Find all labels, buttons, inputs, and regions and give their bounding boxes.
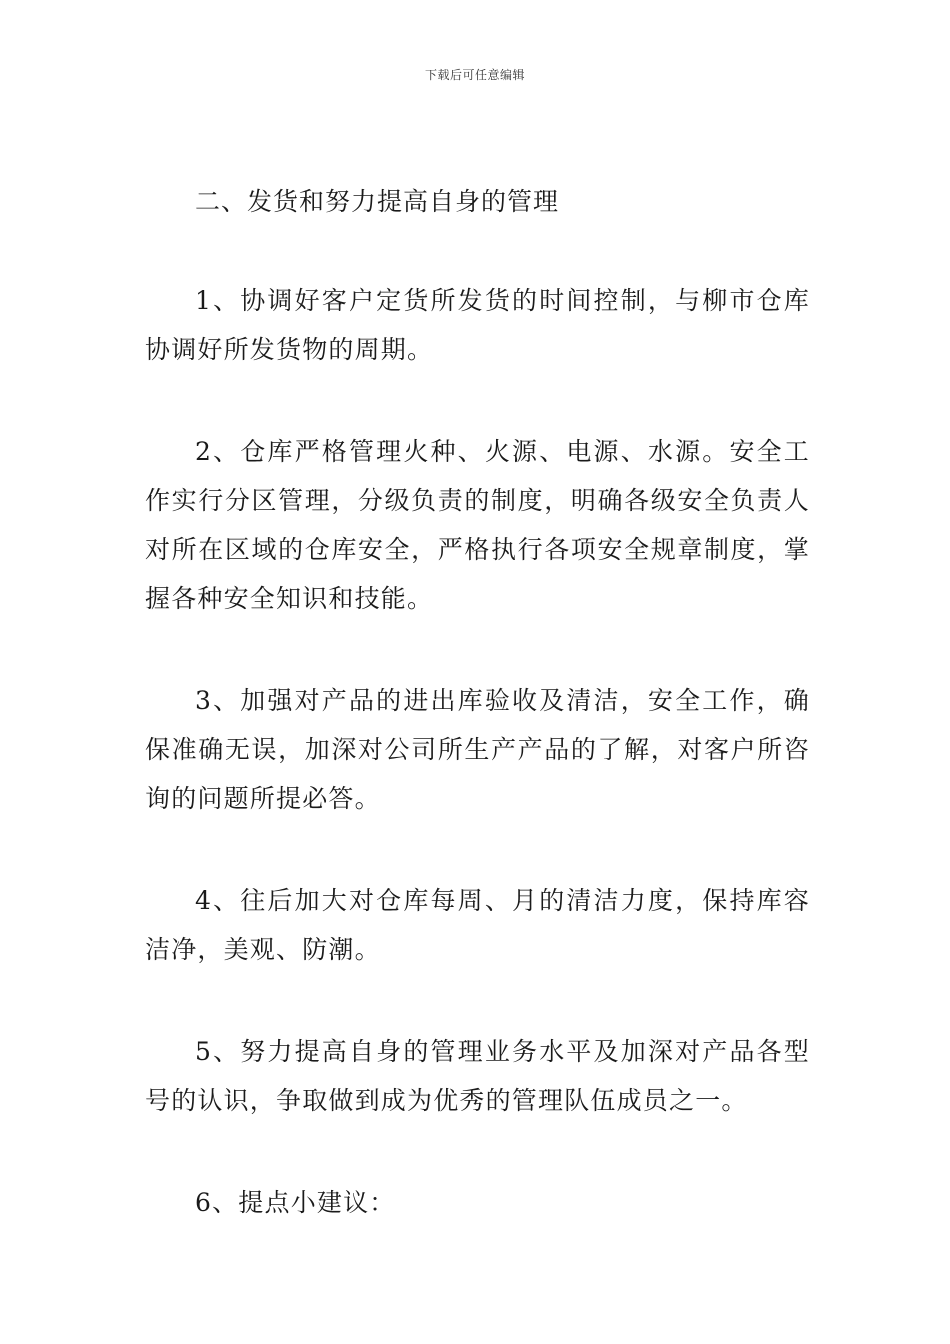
- paragraph-item-1: 1、协调好客户定货所发货的时间控制，与柳市仓库协调好所发货物的周期。: [145, 286, 810, 364]
- paragraph-item-3: 3、加强对产品的进出库验收及清洁，安全工作，确保准确无误，加深对公司所生产产品的了解，对客户所咨询的问题所提必答。: [145, 686, 810, 813]
- document-body: [145, 178, 810, 1227]
- paragraph-item-2: 2、仓库严格管理火种、火源、电源、水源。安全工作实行分区管理，分级负责的制度，明确各级安全负责人对所在区域的仓库安全，严格执行各项安全规章制度，掌握各种安全知识和技能。: [145, 437, 810, 613]
- page-header-note: 下载后可任意编辑: [424, 68, 525, 82]
- paragraph-item-5: 5、努力提高自身的管理业务水平及加深对产品各型号的认识，争取做到成为优秀的管理队伍成员之一。: [145, 1037, 810, 1115]
- paragraph-item-6: 6、提点小建议：: [195, 1188, 396, 1217]
- section-heading: 二、发货和努力提高自身的管理: [195, 187, 560, 216]
- paragraph-item-4: 4、往后加大对仓库每周、月的清洁力度，保持库容洁净，美观、防潮。: [145, 886, 810, 964]
